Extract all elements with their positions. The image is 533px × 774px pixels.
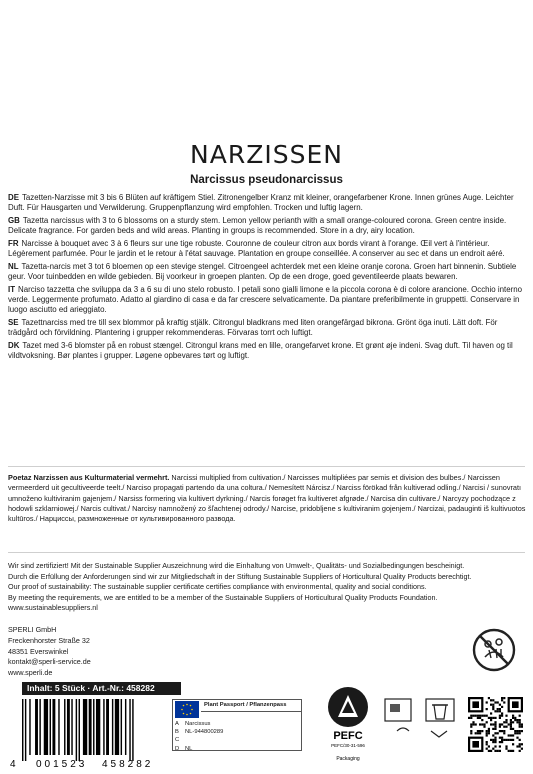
passport-row: D NL (175, 745, 193, 752)
passport-rows (175, 720, 223, 753)
qr-code[interactable] (468, 697, 523, 752)
sustain-link[interactable]: www.sustainablesuppliers.nl (8, 603, 98, 613)
description-se (8, 318, 528, 338)
lang-code: DK (8, 341, 20, 351)
company-name: SPERLI GmbH (8, 625, 57, 634)
passport-title: Plant Passport / Pflanzenpass (201, 700, 301, 712)
email-link[interactable]: kontakt@sperli-service.de (8, 657, 91, 667)
origin-text: Narcissi multiplied from cultivation./ Narcisses multipliées par semis et division des bulbes./ Narcissen vermeerderd uit gecultiveerde teelt./ Narciso propagati partendo da una coltura./ Nemesített Nárcisz./ Narciss förökad från kultiverad odling./ Narcisi / sunovratı umnoženo kultiviranim gajenjem./ Narsiss formering via kultivert dyrkning./ Narcis forøget fra kultiveret afgrøde./ Narcisa din cultivare./ Narcyzy pochodzące z hodowli szklarniowej./ Narcis cultivat./ Narcisy namnožený zo šľachtenej odrody./ Narcise, pridobljene s kultiviranim gojenjem./ Narcizai, padauginti iš kultivuotos kultūros./ Нарциссы, размноженные от культивированного развода. (8, 473, 526, 524)
company-address (8, 625, 91, 679)
sorting-box-icon (385, 699, 411, 731)
website-link[interactable]: www.sperli.de (8, 668, 53, 678)
lang-text: Tazetta narcissus with 3 to 6 blossoms on a sturdy stem. Lemon yellow perianth with a small orange-coloured corona. Green centre inside. Delicate fragrance. For garden beds and wild areas. Planting in groups is recommended. Store in a dry, airy location. (8, 216, 507, 236)
ean-barcode (8, 697, 176, 769)
description-it (8, 285, 528, 316)
content-bar: Inhalt: 5 Stück · Art.-Nr.: 458282 (22, 682, 181, 695)
lang-code: GB (8, 216, 20, 225)
pefc-code: PEFC/30-31-596 (331, 743, 365, 748)
sustain-line: By meeting the requirements, we are entitled to be a member of the Sustainable Suppliers of Horticultural Quality Products Foundation. (8, 592, 438, 602)
lang-text: Tazetten-Narzisse mit 3 bis 6 Blüten auf kräftigem Stiel. Zitronengelber Kranz mit kleiner, orangefarbener Krone. Innen grünes Auge. Leichter Duft. Für Hausgarten und Verwilderung. Gruppenpflanzung wird empfohlen. Trocken und luftig lagern. (8, 193, 514, 213)
recycling-icons (381, 691, 461, 751)
lang-text: Tazet med 3-6 blomster på en robust stængel. Citrongul krans med en lille, orangefarvet krone. Et grønt øje indeni. Svag duft. Til haven og til vildtvoksning. Bør plantes i grupper. Løgene opbevares tørt og luftigt. (8, 341, 513, 361)
sustain-line: Durch die Erfüllung der Anforderungen sind wir zur Mitgliedschaft in der Stiftung Sustainable Suppliers of Horticultural Quality Products berechtigt. (8, 571, 472, 581)
botanical-name: Narcissus pseudonarcissus (190, 174, 343, 186)
eu-flag-icon (175, 701, 199, 718)
plant-passport (172, 699, 302, 751)
description-gb (8, 216, 528, 236)
passport-row: B NL-944800289 (175, 729, 224, 736)
divider (8, 552, 525, 553)
product-title: NARZISSEN (190, 140, 343, 169)
origin-note (8, 473, 528, 524)
pefc-logo (316, 683, 380, 763)
lang-text: Narciso tazzetta che sviluppa da 3 a 6 su di uno stelo robusto. I petali sono gialli limone e la piccola corona è di colore arancione. Occhio interno verde. Leggermente profumato. Adatto al giardino di casa e da far crescere selvaticamente. Da piantare preferibilmente in gruppetti. Conservare in luogo asciutto ed arieggiato. (8, 285, 522, 315)
lang-text: Narcisse à bouquet avec 3 à 6 fleurs sur une tige robuste. Couronne de couleur citron aux bords virant à l'orange. Œil vert à l'intérieur. Légèrement parfumée. Pour le jardin et le retour à l'état sauvage. Plantation en groupe conseillée. A conserver au sec et dans un endroit aéré. (8, 239, 505, 259)
description-dk (8, 341, 528, 361)
not-for-children-icon (471, 627, 517, 673)
lang-text: Tazettnarciss med tre till sex blommor på kraftig stjälk. Citrongul bladkrans med liten orangefärgad bikrona. Grönt öga inuti. Lätt doft. För trädgård och förvildning. Plantering i grupper rekommenderas. Förvaras torrt och luftigt. (8, 318, 498, 338)
barcode-first-digit: 4 (10, 759, 16, 769)
origin-heading: Poetaz Narzissen aus Kulturmaterial vermehrt. (8, 473, 170, 482)
street: Freckenhorster Straße 32 (8, 635, 90, 645)
lang-code: NL (8, 262, 19, 271)
pefc-label: PEFC (333, 730, 363, 742)
lang-code: FR (8, 239, 19, 248)
lang-text: Tazetta-narcis met 3 tot 6 bloemen op een stevige stengel. Citroengeel achterdek met een kleine oranje corona. Groen hart binnenin. Subtiele geur. Voor tuinbedden en wilde gebieden. Bij voorkeur in groepen planten. Op de een droge, goed geventileerde plaats bewaren. (8, 262, 517, 282)
description-list (8, 193, 528, 364)
lang-code: DE (8, 193, 19, 202)
lang-code: SE (8, 318, 19, 328)
description-nl (8, 262, 528, 282)
barcode-left-digits: 001523 (36, 759, 88, 769)
lang-code: IT (8, 285, 16, 294)
description-de (8, 193, 528, 213)
passport-row: A Narcissus (175, 721, 211, 727)
packaging-label: Packaging (336, 756, 360, 762)
waste-bin-icon (426, 699, 454, 737)
passport-row: C (175, 737, 180, 744)
city: 48351 Everswinkel (8, 646, 69, 656)
description-fr (8, 239, 528, 259)
divider (8, 466, 525, 467)
barcode-right-digits: 458282 (102, 759, 154, 769)
sustainability-note (8, 561, 528, 614)
sustain-line: Our proof of sustainability: The sustainable supplier certificate certifies compliance with environmental, quality and social conditions. (8, 582, 427, 592)
sustain-line: Wir sind zertifiziert! Mit der Sustainable Supplier Auszeichnung wird die Einhaltung von Umwelt-, Qualitäts- und Sozialbedingungen bescheinigt. (8, 561, 465, 570)
